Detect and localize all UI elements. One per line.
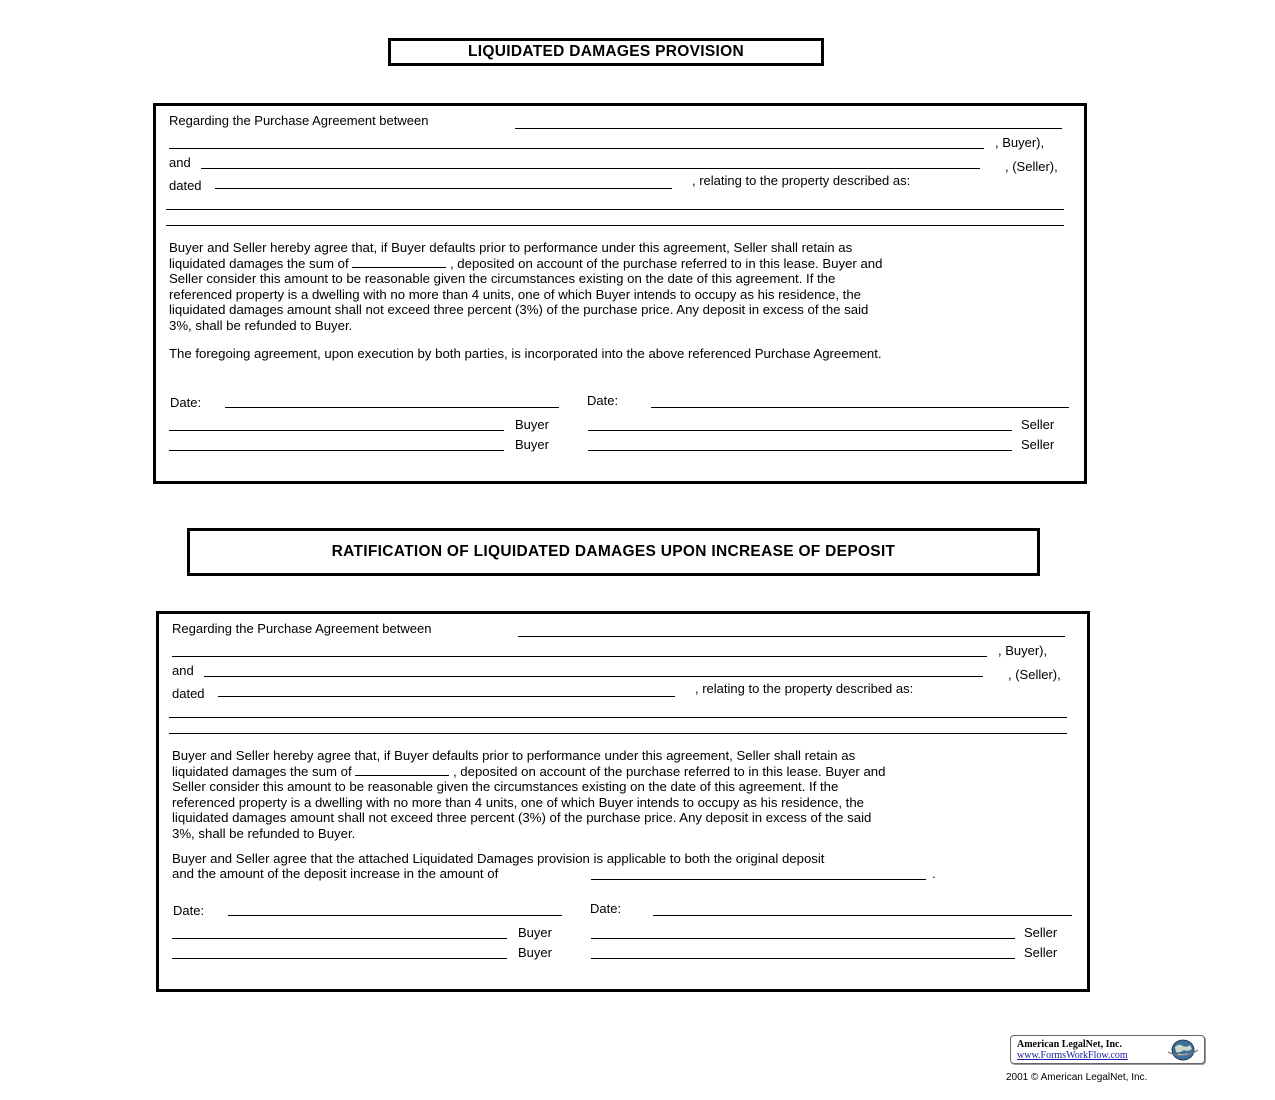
buyer-label-4: Buyer [518,945,552,960]
liquidated-damages-paragraph-2: Buyer and Seller hereby agree that, if Buyer defaults prior to performance under this agreement, Seller shall retain as liquidated damages the sum of , deposited on account of the purchase referred to in this lease. Buyer and Seller consider this amount to be reasonable given the circumstances existing on the date of this agreement. If the referenced property is a dwelling with no more than 4 units, one of which Buyer intends to occupy as his residence, the liquidated damages amount shall not exceed three percent (3%) of the purchase price. Any deposit in excess of the said 3%, shall be refunded to Buyer. [172,748,886,841]
buyer-signature-1[interactable] [169,430,504,431]
seller-date-label-2: Date: [590,901,622,916]
property-description-line-1[interactable] [166,209,1064,210]
property-description-line-4[interactable] [169,733,1067,734]
seller-suffix: , (Seller), [1005,159,1058,174]
seller-signature-4[interactable] [591,958,1015,959]
seller-signature-1[interactable] [588,430,1012,431]
buyer-signature-4[interactable] [172,958,507,959]
dated-label-2: dated [172,686,205,701]
regarding-label: Regarding the Purchase Agreement between [169,113,429,128]
buyer-name-field[interactable] [169,148,984,149]
buyer-signature-3[interactable] [172,938,507,939]
and-label-2: and [172,663,194,678]
seller-label-4: Seller [1024,945,1058,960]
buyer-date-field-2[interactable] [228,915,562,916]
agreement-between-field[interactable] [515,128,1062,129]
buyer-suffix: , Buyer), [995,135,1045,150]
dated-label: dated [169,178,202,193]
incorporation-paragraph: The foregoing agreement, upon execution by both parties, is incorporated into the above referenced Purchase Agreement. [169,346,882,361]
ratification-paragraph-line-1: Buyer and Seller agree that the attached Liquidated Damages provision is applicable to both the original deposit [172,851,825,866]
damages-sum-field-2[interactable] [355,764,449,776]
section1-title: LIQUIDATED DAMAGES PROVISION [388,38,824,66]
buyer-date-label-2: Date: [173,903,205,918]
ratification-paragraph-line-2: and the amount of the deposit increase in the amount of [172,866,499,881]
agreement-between-field-2[interactable] [518,636,1065,637]
property-description-line-3[interactable] [169,717,1067,718]
seller-label-2: Seller [1021,437,1055,452]
seller-label-1: Seller [1021,417,1055,432]
seller-suffix-2: , (Seller), [1008,667,1061,682]
and-label: and [169,155,191,170]
buyer-signature-2[interactable] [169,450,504,451]
american-legalnet-logo [1010,1035,1205,1064]
copyright-notice: 2001 © American LegalNet, Inc. [1006,1072,1148,1083]
buyer-label-3: Buyer [518,925,552,940]
liquidated-damages-paragraph: Buyer and Seller hereby agree that, if Buyer defaults prior to performance under this agreement, Seller shall retain as liquidated damages the sum of , deposited on account of the purchase referred to in this lease. Buyer and Seller consider this amount to be reasonable given the circumstances existing on the date of this agreement. If the referenced property is a dwelling with no more than 4 units, one of which Buyer intends to occupy as his residence, the liquidated damages amount shall not exceed three percent (3%) of the purchase price. Any deposit in excess of the said 3%, shall be refunded to Buyer. [169,240,883,333]
logo-url-link[interactable]: www.FormsWorkFlow.com [1017,1050,1128,1061]
logo-company-name: American LegalNet, Inc. [1017,1039,1122,1050]
seller-date-field-2[interactable] [653,915,1072,916]
buyer-date-field[interactable] [225,407,559,408]
buyer-name-field-2[interactable] [172,656,987,657]
buyer-suffix-2: , Buyer), [998,643,1048,658]
seller-name-field[interactable] [201,168,980,169]
seller-name-field-2[interactable] [204,676,983,677]
relating-label-2: , relating to the property described as: [695,681,914,696]
seller-label-3: Seller [1024,925,1058,940]
damages-sum-field[interactable] [352,256,446,268]
relating-label: , relating to the property described as: [692,173,911,188]
deposit-increase-field[interactable] [591,879,926,880]
dated-field[interactable] [215,188,672,189]
seller-signature-2[interactable] [588,450,1012,451]
seller-signature-3[interactable] [591,938,1015,939]
globe-icon [1166,1038,1200,1062]
property-description-line-2[interactable] [166,225,1064,226]
buyer-date-label: Date: [170,395,202,410]
seller-date-field[interactable] [651,407,1069,408]
section2-title: RATIFICATION OF LIQUIDATED DAMAGES UPON INCREASE OF DEPOSIT [187,528,1040,576]
dated-field-2[interactable] [218,696,675,697]
buyer-label-1: Buyer [515,417,549,432]
regarding-label-2: Regarding the Purchase Agreement between [172,621,432,636]
ratification-period: . [932,866,936,881]
buyer-label-2: Buyer [515,437,549,452]
seller-date-label: Date: [587,393,619,408]
